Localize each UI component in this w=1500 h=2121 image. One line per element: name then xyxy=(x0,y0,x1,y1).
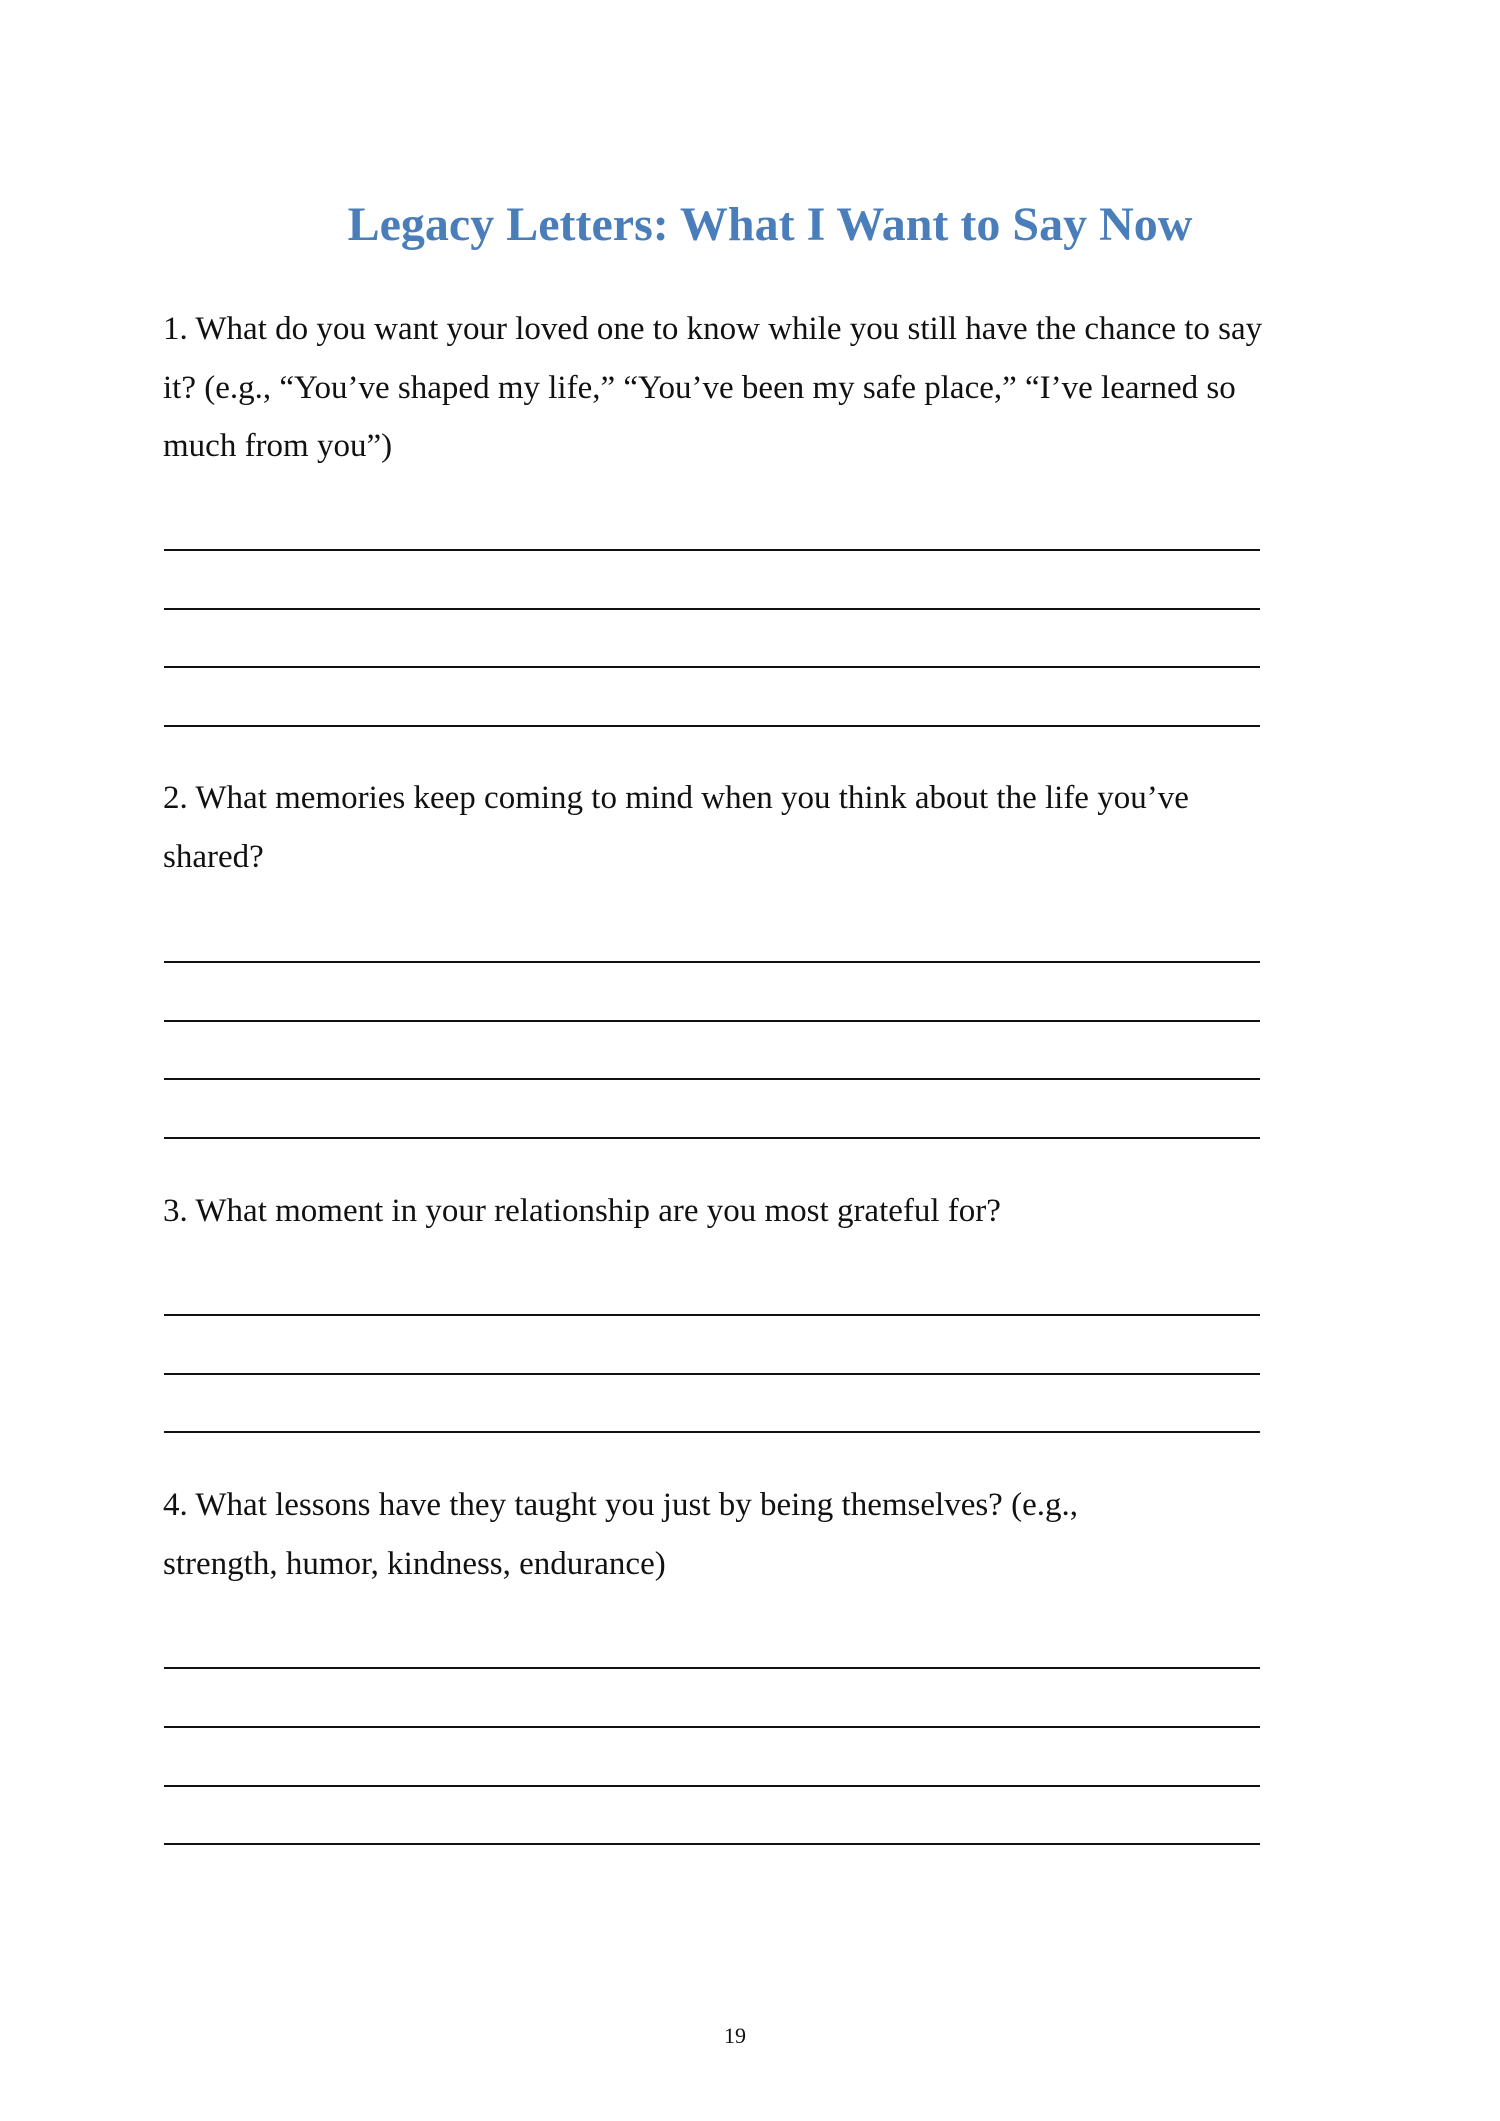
answer-line[interactable] xyxy=(164,1020,1260,1022)
answer-line[interactable] xyxy=(164,1843,1260,1845)
question-2: 2. What memories keep coming to mind when you think about the life you’ve shared? xyxy=(163,780,1189,875)
answer-line[interactable] xyxy=(164,1314,1260,1316)
answer-line[interactable] xyxy=(164,725,1260,727)
page-title: Legacy Letters: What I Want to Say Now xyxy=(347,198,1193,251)
answer-line[interactable] xyxy=(164,1431,1260,1433)
question-4: 4. What lessons have they taught you just by being themselves? (e.g., strength, humor, kindness, endurance) xyxy=(163,1487,1078,1582)
page-number: 19 xyxy=(724,2023,746,2048)
answer-line[interactable] xyxy=(164,549,1260,551)
answer-line[interactable] xyxy=(164,1078,1260,1080)
answer-line[interactable] xyxy=(164,1785,1260,1787)
answer-line[interactable] xyxy=(164,961,1260,963)
answer-line[interactable] xyxy=(164,666,1260,668)
answer-line[interactable] xyxy=(164,1373,1260,1375)
answer-line[interactable] xyxy=(164,1667,1260,1669)
answer-line[interactable] xyxy=(164,1726,1260,1728)
answer-line[interactable] xyxy=(164,1137,1260,1139)
question-1: 1. What do you want your loved one to know while you still have the chance to say it? (e.g., “You’ve shaped my life,” “You’ve been my safe place,” “I’ve learned so much from you”) xyxy=(163,311,1263,464)
question-3: 3. What moment in your relationship are you most grateful for? xyxy=(163,1193,1001,1229)
answer-line[interactable] xyxy=(164,608,1260,610)
